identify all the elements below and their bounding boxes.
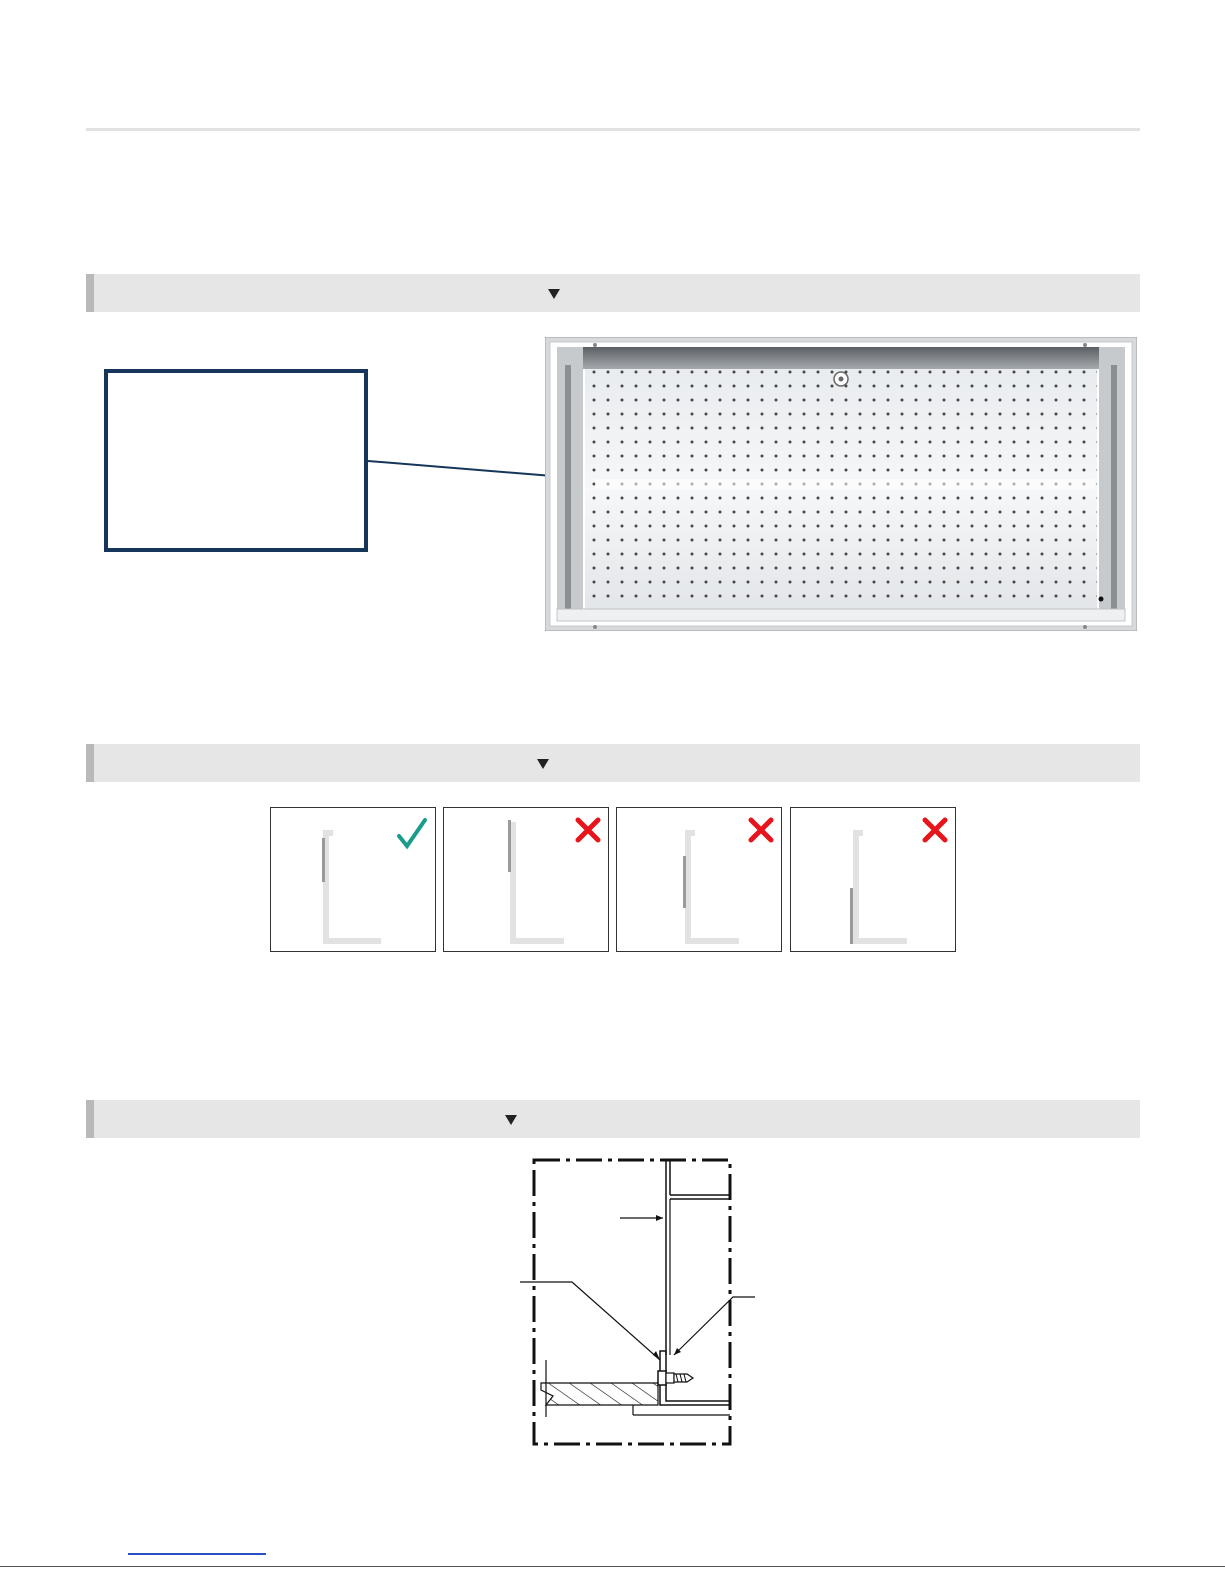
cross-icon	[791, 808, 957, 953]
profile-panel-incorrect	[616, 807, 782, 952]
footer-link[interactable]	[128, 1553, 266, 1555]
cross-icon	[444, 808, 610, 953]
profile-panel-correct	[270, 807, 436, 952]
check-icon	[271, 808, 437, 953]
caret-down-icon[interactable]	[505, 1115, 517, 1125]
profile-panel-incorrect	[790, 807, 956, 952]
cross-icon	[617, 808, 783, 953]
footer-rule	[0, 1566, 1225, 1567]
profile-panel-incorrect	[443, 807, 609, 952]
installation-detail-drawing	[515, 1155, 765, 1455]
product-photo	[545, 337, 1137, 631]
caret-down-icon[interactable]	[537, 759, 549, 769]
section-header-3[interactable]	[86, 1100, 1140, 1138]
section-header-2[interactable]	[86, 744, 1140, 782]
